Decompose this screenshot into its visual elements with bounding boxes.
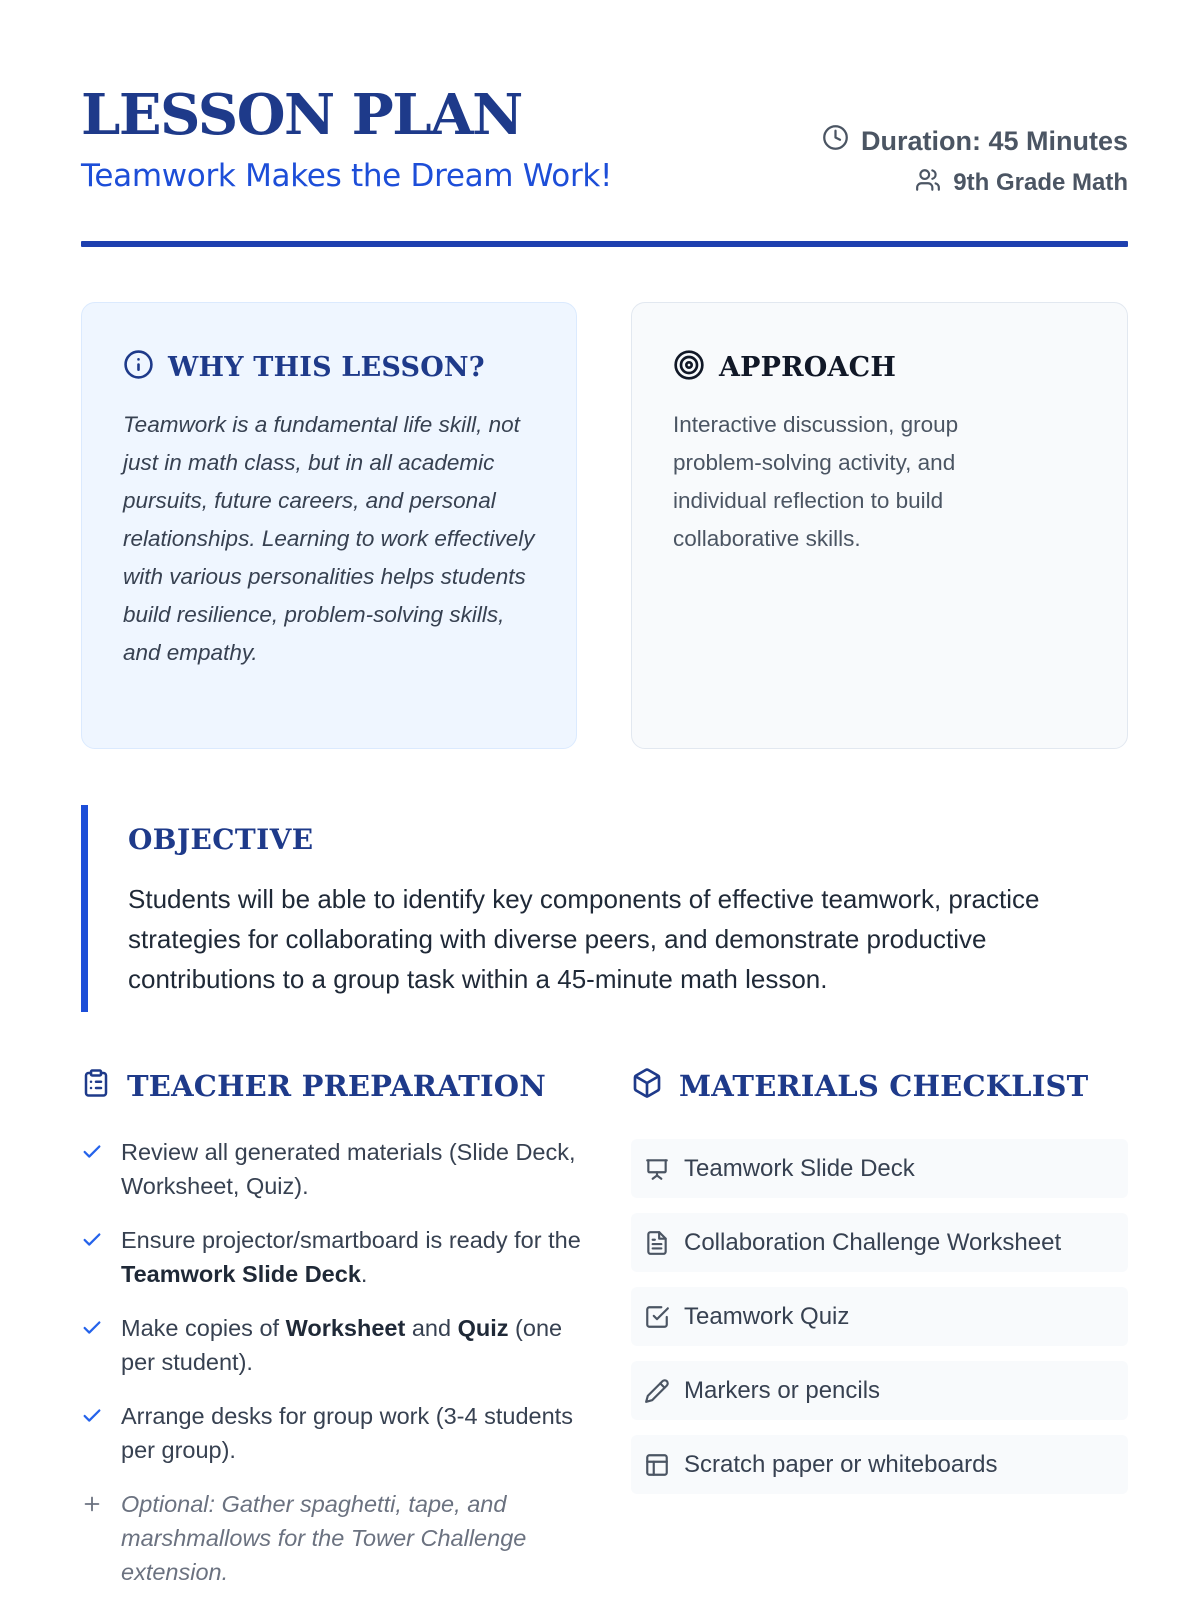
materials-heading [631,1067,1088,1104]
grade-text: 9th Grade Math [953,169,1128,196]
prep-item-text: Review all generated materials (Slide Deck, Worksheet, Quiz). [121,1139,576,1199]
materials-item-label: Teamwork Slide Deck [684,1154,915,1182]
materials-item [631,1213,1128,1272]
page-title: LESSON PLAN [81,82,522,148]
clock-icon [822,124,861,158]
layout-icon [644,1452,670,1478]
lesson-meta [822,122,1128,200]
prep-item-text: Ensure projector/smartboard is ready for the Teamwork Slide Deck. [121,1227,581,1287]
pencil-icon [644,1378,670,1404]
info-icon [123,349,154,385]
teacher-prep-heading [81,1067,546,1104]
prep-item-optional [81,1487,581,1589]
approach-heading-text: APPROACH [719,352,897,383]
teacher-prep-list [81,1135,581,1600]
why-heading-text: WHY THIS LESSON? [168,351,485,383]
prep-item [81,1135,581,1203]
bold-term: Quiz [457,1315,509,1341]
checkbox-icon [644,1304,670,1330]
page-subtitle: Teamwork Makes the Dream Work! [81,158,613,194]
materials-heading-text: MATERIALS CHECKLIST [679,1068,1089,1103]
objective-body: Students will be able to identify key components of effective teamwork, practice strategies for collaborating with diverse peers, and demonstrate productive contributions to a group task within a 45-minute math lesson. [128,884,1040,994]
approach-card [631,302,1128,749]
why-body: Teamwork is a fundamental life skill, not just in math class, but in all academic pursuits, future careers, and personal relationships. Learning to work effectively with various personalities helps students build resilience, problem-solving skills, and empathy. [123,412,535,665]
materials-item-label: Scratch paper or whiteboards [684,1450,998,1478]
materials-item [631,1139,1128,1198]
target-icon [673,349,705,386]
box-icon [631,1067,663,1104]
prep-item [81,1399,581,1467]
grade-line [822,166,1128,200]
bold-term: Teamwork Slide Deck [121,1261,361,1287]
duration-line [822,122,1128,160]
why-card [81,302,577,749]
prep-item [81,1223,581,1291]
check-icon [81,1399,121,1432]
objective-heading: OBJECTIVE [128,823,314,856]
materials-item-label: Collaboration Challenge Worksheet [684,1228,1062,1256]
teacher-prep-heading-text: TEACHER PREPARATION [127,1068,546,1103]
materials-list [631,1139,1128,1509]
prep-item [81,1311,581,1379]
check-icon [81,1223,121,1256]
plus-icon [81,1487,121,1520]
materials-item [631,1435,1128,1494]
why-heading [123,349,485,385]
prep-item-text: Arrange desks for group work (3-4 students per group). [121,1403,573,1463]
materials-item-label: Markers or pencils [684,1376,881,1404]
materials-item-label: Teamwork Quiz [684,1302,850,1330]
header-divider [81,241,1128,247]
lesson-plan-page [81,0,1128,1600]
approach-heading [673,349,896,386]
presentation-icon [644,1156,670,1182]
bold-term: Worksheet [285,1315,406,1341]
materials-item [631,1287,1128,1346]
users-icon [915,167,953,200]
materials-item [631,1361,1128,1420]
approach-body: Interactive discussion, group problem-solving activity, and individual reflection to build collaborative skills. [673,412,959,551]
prep-item-text: Optional: Gather spaghetti, tape, and marshmallows for the Tower Challenge extension. [121,1491,527,1585]
check-icon [81,1135,121,1168]
duration-text: Duration: 45 Minutes [860,125,1128,156]
document-icon [644,1230,670,1256]
check-icon [81,1311,121,1344]
clipboard-icon [81,1067,111,1104]
objective-block [81,805,1128,1012]
prep-item-text: Make copies of Worksheet and Quiz (one per student). [121,1315,563,1375]
